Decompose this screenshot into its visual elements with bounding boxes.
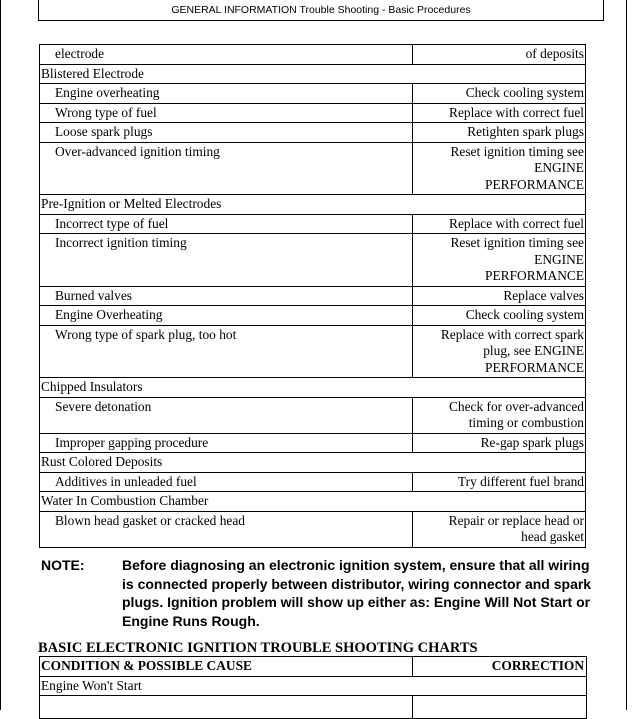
correction-line: PERFORMANCE	[485, 359, 584, 375]
table-row	[40, 511, 586, 547]
cause-cell: Incorrect ignition timing	[40, 234, 413, 287]
section-label: Rust Colored Deposits	[40, 453, 586, 473]
section-label: Engine Won't Start	[40, 676, 587, 696]
table-row	[40, 306, 586, 326]
note-label: NOTE:	[41, 557, 85, 573]
table-row	[40, 234, 586, 287]
troubleshooting-table	[39, 44, 586, 548]
column-header-cause: CONDITION & POSSIBLE CAUSE	[40, 657, 413, 677]
column-header-correction: CORRECTION	[413, 657, 587, 677]
cause-cell: Burned valves	[40, 286, 413, 306]
section-label: Water In Combustion Chamber	[40, 492, 586, 512]
cause-cell: Loose spark plugs	[40, 123, 413, 143]
section-row	[40, 378, 586, 398]
correction-cell: Re-gap spark plugs	[413, 433, 586, 453]
correction-line: head gasket	[521, 529, 584, 544]
troubleshooting-table-body	[40, 45, 586, 548]
cause-cell: Engine overheating	[40, 84, 413, 104]
correction-cell	[413, 397, 586, 433]
cause-cell: Improper gapping procedure	[40, 433, 413, 453]
table-row	[40, 696, 587, 719]
correction-line: timing or combustion	[468, 415, 584, 430]
table-row	[40, 142, 586, 195]
section-row	[40, 676, 587, 696]
correction-cell: Replace valves	[413, 286, 586, 306]
cause-cell: Wrong type of fuel	[40, 103, 413, 123]
table-row	[40, 472, 586, 492]
cause-cell: Incorrect type of fuel	[40, 214, 413, 234]
cause-cell: Over-advanced ignition timing	[40, 142, 413, 195]
correction-cell: Check cooling system	[413, 84, 586, 104]
cause-cell: Blown head gasket or cracked head	[40, 511, 413, 547]
table-row	[40, 325, 586, 378]
correction-line: PERFORMANCE	[485, 176, 584, 192]
correction-cell: Check cooling system	[413, 306, 586, 326]
section-row	[40, 64, 586, 84]
section-label: Chipped Insulators	[40, 378, 586, 398]
page-right-border	[626, 0, 627, 710]
correction-line: Reset ignition timing see	[450, 235, 584, 250]
correction-cell	[413, 696, 587, 719]
section-label: Blistered Electrode	[40, 64, 586, 84]
correction-line: PERFORMANCE	[485, 268, 584, 283]
correction-cell	[413, 234, 586, 287]
correction-cell: Replace with correct fuel	[413, 214, 586, 234]
note-text: Before diagnosing an electronic ignition system, ensure that all wiring is connected properly between distributor, wiring connector and spark plugs. Ignition problem will show up either as: Engine Will Not Start or Engine Runs Rough.	[122, 557, 592, 629]
table-row	[40, 45, 586, 65]
correction-cell: Retighten spark plugs	[413, 123, 586, 143]
correction-line: ENGINE	[534, 160, 584, 175]
table-row	[40, 84, 586, 104]
chart-section-title: BASIC ELECTRONIC IGNITION TROUBLE SHOOTING CHARTS	[38, 640, 478, 656]
cause-cell: Severe detonation	[40, 397, 413, 433]
correction-line: Replace with correct spark	[440, 326, 584, 342]
table-row	[40, 433, 586, 453]
table-row	[40, 286, 586, 306]
correction-line: Check for over-advanced	[448, 398, 584, 414]
table-header-row	[40, 657, 587, 677]
cause-cell: electrode	[40, 45, 413, 65]
section-label: Pre-Ignition or Melted Electrodes	[40, 195, 586, 215]
correction-cell: Replace with correct fuel	[413, 103, 586, 123]
correction-cell	[413, 511, 586, 547]
correction-cell	[413, 325, 586, 378]
page-header	[38, 0, 604, 21]
cause-cell: Additives in unleaded fuel	[40, 472, 413, 492]
section-row	[40, 492, 586, 512]
page-left-border	[0, 0, 1, 710]
correction-line: plug, see ENGINE	[483, 343, 584, 358]
table-row	[40, 123, 586, 143]
table-row	[40, 103, 586, 123]
section-row	[40, 453, 586, 473]
header-title: GENERAL INFORMATION Trouble Shooting - Basic Procedures	[171, 4, 471, 16]
section-row	[40, 195, 586, 215]
cause-cell: Engine Overheating	[40, 306, 413, 326]
table-row	[40, 214, 586, 234]
correction-cell: of deposits	[413, 45, 586, 65]
cause-cell	[40, 696, 413, 719]
correction-cell	[413, 142, 586, 195]
correction-cell: Try different fuel brand	[413, 472, 586, 492]
table-row	[40, 397, 586, 433]
cause-cell: Wrong type of spark plug, too hot	[40, 325, 413, 378]
correction-line: Repair or replace head or	[448, 512, 584, 528]
correction-line: ENGINE	[534, 251, 584, 267]
correction-line: Reset ignition timing see	[450, 143, 584, 159]
